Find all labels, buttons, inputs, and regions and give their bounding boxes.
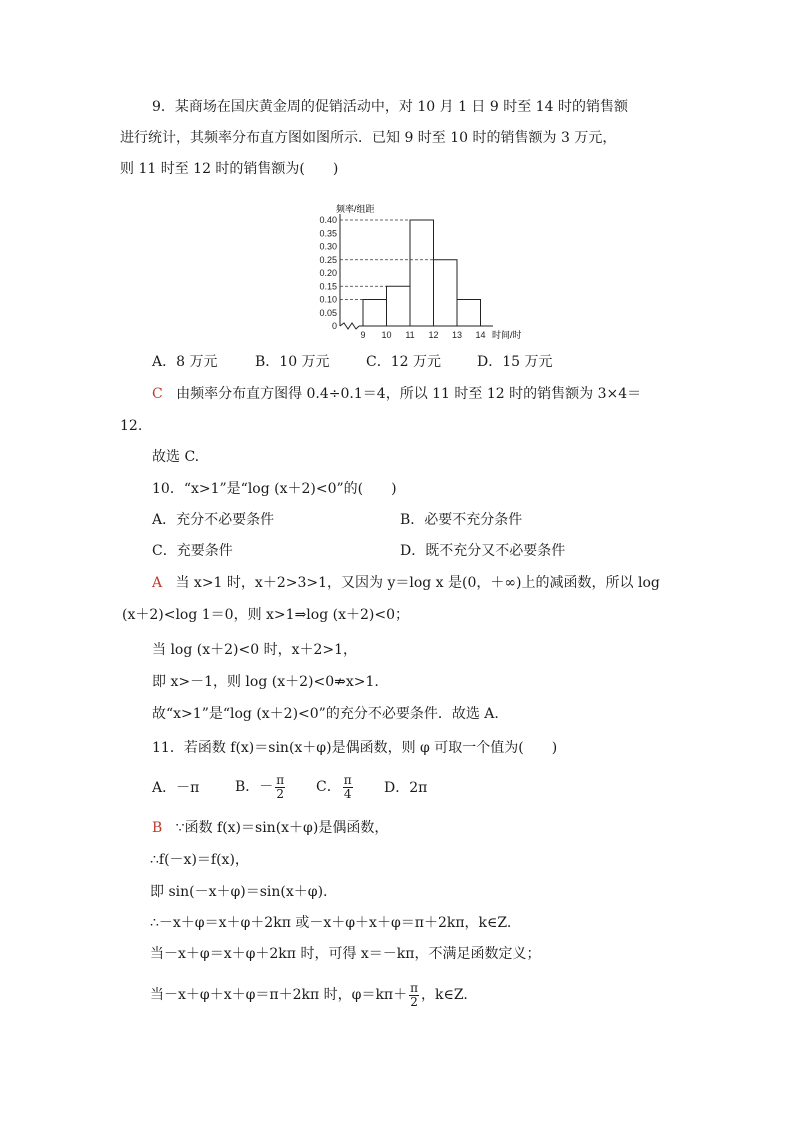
x-tick-label: 13 (451, 330, 463, 340)
y-axis-label: 频率/组距 (336, 204, 375, 214)
y-tick-label: 0.35 (319, 228, 337, 239)
q9-option-c: C．12 万元 (366, 354, 441, 370)
q10-solution-line3: 当 log (x＋2)<0 时，x＋2>1， (152, 642, 358, 658)
frequency-histogram (300, 200, 540, 345)
q11-solution-line5: 当－x＋φ＝x＋φ＋2kπ 时，可得 x＝－kπ，不满足函数定义； (150, 946, 541, 962)
x-tick-label: 12 (428, 330, 439, 340)
q9-option-d: D．15 万元 (477, 354, 553, 370)
q11-option-b-fraction (275, 774, 285, 801)
q11-option-b-prefix: B．－ (235, 779, 274, 795)
q9-stem-line1: 9．某商场在国庆黄金周的促销活动中，对 10 月 1 日 9 时至 14 时的销售额 (152, 99, 628, 115)
y-tick-label: 0.20 (319, 268, 337, 278)
fraction-denominator: 4 (343, 786, 352, 801)
q11-solution-line6-suffix: ，k∈Z. (421, 987, 468, 1003)
y-tick-label: 0.30 (319, 241, 337, 252)
y-tick-label: 0 (331, 321, 337, 331)
q11-option-c-fraction (343, 774, 353, 801)
q11-stem: 11．若函数 f(x)＝sin(x＋φ)是偶函数，则 φ 可取一个值为( ) (152, 740, 558, 756)
fraction-numerator: π (343, 772, 352, 787)
q10-solution-line1 (152, 573, 660, 593)
q9-option-b: B．10 万元 (255, 354, 330, 370)
x-axis-label: 时间/时 (492, 330, 522, 340)
q9-solution-line2: 12. (120, 418, 143, 434)
histogram-bar (410, 220, 434, 326)
fraction-numerator: π (410, 980, 419, 995)
y-tick-label: 0.25 (319, 254, 337, 265)
q11-solution-line1 (152, 818, 388, 838)
fraction-denominator: 2 (276, 786, 285, 801)
q9-answer-letter: C (152, 386, 163, 402)
q10-answer-letter: A (152, 575, 163, 591)
histogram-bar (434, 260, 458, 326)
q11-solution-line4: ∴－x＋φ＝x＋φ＋2kπ 或－x＋φ＋x＋φ＝π＋2kπ，k∈Z. (150, 915, 512, 931)
histogram-bar (363, 300, 387, 327)
q11-option-c (316, 770, 355, 804)
y-tick-label: 0.40 (319, 215, 337, 225)
q10-option-c: C．充要条件 (152, 543, 233, 559)
q11-solution-text: ∵函数 f(x)＝sin(x＋φ)是偶函数， (175, 820, 389, 836)
histogram-bar (387, 286, 411, 326)
q11-solution-line6-prefix: 当－x＋φ＋x＋φ＝π＋2kπ 时，φ＝kπ＋ (150, 987, 408, 1003)
x-tick-label: 14 (475, 330, 486, 340)
x-tick-label: 11 (405, 330, 415, 340)
q10-solution-text: 当 x>1 时，x＋2>3>1，又因为 y＝log x 是(0，＋∞)上的减函数，所以 log (175, 575, 660, 591)
histogram-bar (457, 300, 481, 327)
axis-break (340, 323, 359, 329)
q9-option-a: A．8 万元 (152, 354, 218, 370)
q10-option-d: D．既不充分又不必要条件 (400, 543, 566, 559)
q11-solution-line6 (150, 978, 468, 1012)
q9-stem-line3: 则 11 时至 12 时的销售额为( ) (120, 161, 339, 177)
fraction-denominator: 2 (410, 994, 418, 1009)
y-tick-label: 0.05 (319, 307, 337, 318)
q10-solution-line2: (x＋2)<log 1＝0，则 x>1⇒log (x＋2)<0； (122, 607, 409, 623)
q11-option-b (235, 770, 287, 804)
q9-stem-line2: 进行统计，其频率分布直方图如图所示．已知 9 时至 10 时的销售额为 3 万元， (120, 130, 617, 146)
q11-solution-line3: 即 sin(－x＋φ)＝sin(x＋φ). (150, 884, 328, 900)
q11-option-d: D．2π (384, 780, 428, 796)
q11-solution-fraction (409, 982, 419, 1009)
x-tick-label: 10 (381, 330, 392, 340)
q11-solution-line2: ∴f(－x)＝f(x)， (150, 852, 249, 868)
q9-solution-line1 (152, 384, 641, 404)
y-tick-label: 0.10 (319, 294, 337, 305)
y-tick-label: 0.15 (319, 281, 337, 292)
q10-solution-line4: 即 x>－1，则 log (x＋2)<0⇏x>1. (152, 674, 379, 690)
q10-solution-line5: 故“x>1”是“log (x＋2)<0”的充分不必要条件．故选 A. (152, 706, 499, 722)
q9-solution-text: 由频率分布直方图得 0.4÷0.1＝4，所以 11 时至 12 时的销售额为 3×4＝ (176, 386, 642, 402)
q10-stem: 10．“x>1”是“log (x＋2)<0”的( ) (152, 481, 397, 497)
q11-option-c-prefix: C． (316, 779, 341, 795)
x-tick-label: 9 (360, 330, 366, 340)
q9-solution-line3: 故选 C. (152, 449, 200, 465)
q10-option-a: A．充分不必要条件 (152, 512, 275, 528)
q11-option-a: A．－π (152, 780, 200, 796)
fraction-numerator: π (276, 772, 285, 787)
q11-answer-letter: B (152, 820, 163, 836)
q10-option-b: B．必要不充分条件 (400, 512, 523, 528)
